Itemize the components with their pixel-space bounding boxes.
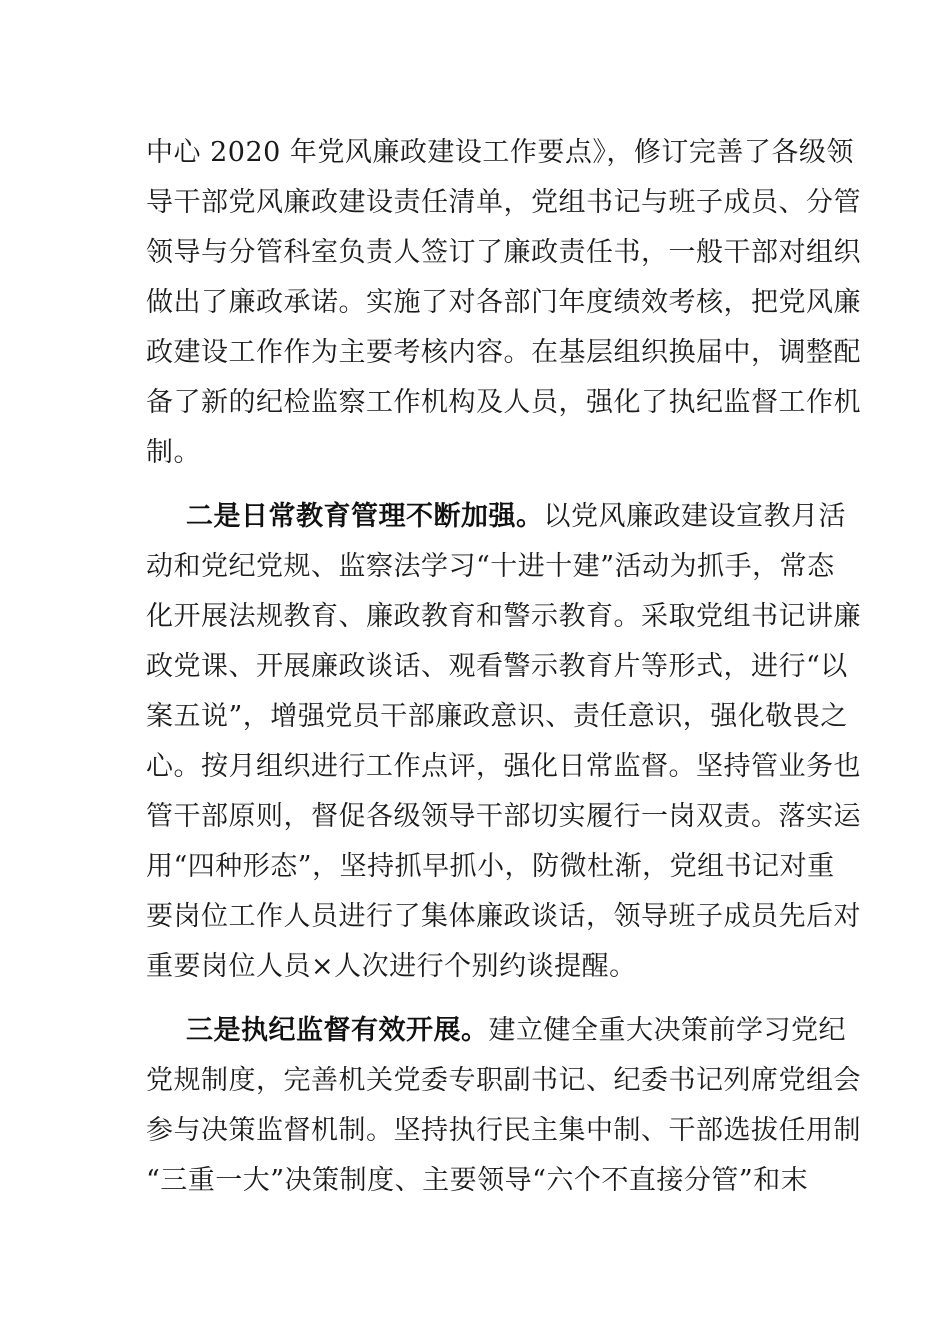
paragraph-1-line-7: 制。 <box>146 437 201 468</box>
paragraph-3-heading: 三是执纪监督有效开展。 <box>186 1015 489 1046</box>
paragraph-2-heading: 二是日常教育管理不断加强。 <box>186 501 544 532</box>
paragraph-2-line-5: 案五说”，增强党员干部廉政意识、责任意识，强化敬畏之 <box>146 701 848 732</box>
paragraph-2-line-1 <box>186 492 846 542</box>
paragraph-2-line-2: 动和党纪党规、监察法学习“十进十建”活动为抓手，常态 <box>146 551 835 582</box>
paragraph-2-line-7: 管干部原则，督促各级领导干部切实履行一岗双责。落实运 <box>146 801 861 832</box>
paragraph-3-line-4: “三重一大”决策制度、主要领导“六个不直接分管”和末 <box>146 1165 809 1196</box>
paragraph-3-line-3: 参与决策监督机制。坚持执行民主集中制、干部选拔任用制 <box>146 1115 861 1146</box>
paragraph-2-line-8: 用“四种形态”，坚持抓早抓小，防微杜渐，党组书记对重 <box>146 851 835 882</box>
paragraph-1-line-4: 做出了廉政承诺。实施了对各部门年度绩效考核，把党风廉 <box>146 287 861 318</box>
paragraph-2-line-9: 要岗位工作人员进行了集体廉政谈话，领导班子成员先后对 <box>146 901 861 932</box>
paragraph-1-line-6: 备了新的纪检监察工作机构及人员，强化了执纪监督工作机 <box>146 387 861 418</box>
paragraph-1-line-5: 政建设工作作为主要考核内容。在基层组织换届中，调整配 <box>146 337 861 368</box>
paragraph-1-line-3: 领导与分管科室负责人签订了廉政责任书，一般干部对组织 <box>146 237 861 268</box>
paragraph-2-line-6: 心。按月组织进行工作点评，强化日常监督。坚持管业务也 <box>146 751 861 782</box>
paragraph-2-line-10: 重要岗位人员×人次进行个别约谈提醒。 <box>146 951 637 982</box>
paragraph-1-line-1: 中心 2020 年党风廉政建设工作要点》，修订完善了各级领 <box>146 137 854 168</box>
paragraph-2-line-4: 政党课、开展廉政谈话、观看警示教育片等形式，进行“以 <box>146 651 848 682</box>
paragraph-2-first-line-text: 以党风廉政建设宣教月活 <box>543 501 846 532</box>
paragraph-3-line-2: 党规制度，完善机关党委专职副书记、纪委书记列席党组会 <box>146 1065 861 1096</box>
paragraph-2-line-3: 化开展法规教育、廉政教育和警示教育。采取党组书记讲廉 <box>146 601 861 632</box>
paragraph-1-line-2: 导干部党风廉政建设责任清单，党组书记与班子成员、分管 <box>146 187 861 218</box>
paragraph-3-line-1 <box>186 1006 846 1056</box>
paragraph-3-first-line-text: 建立健全重大决策前学习党纪 <box>488 1015 846 1046</box>
